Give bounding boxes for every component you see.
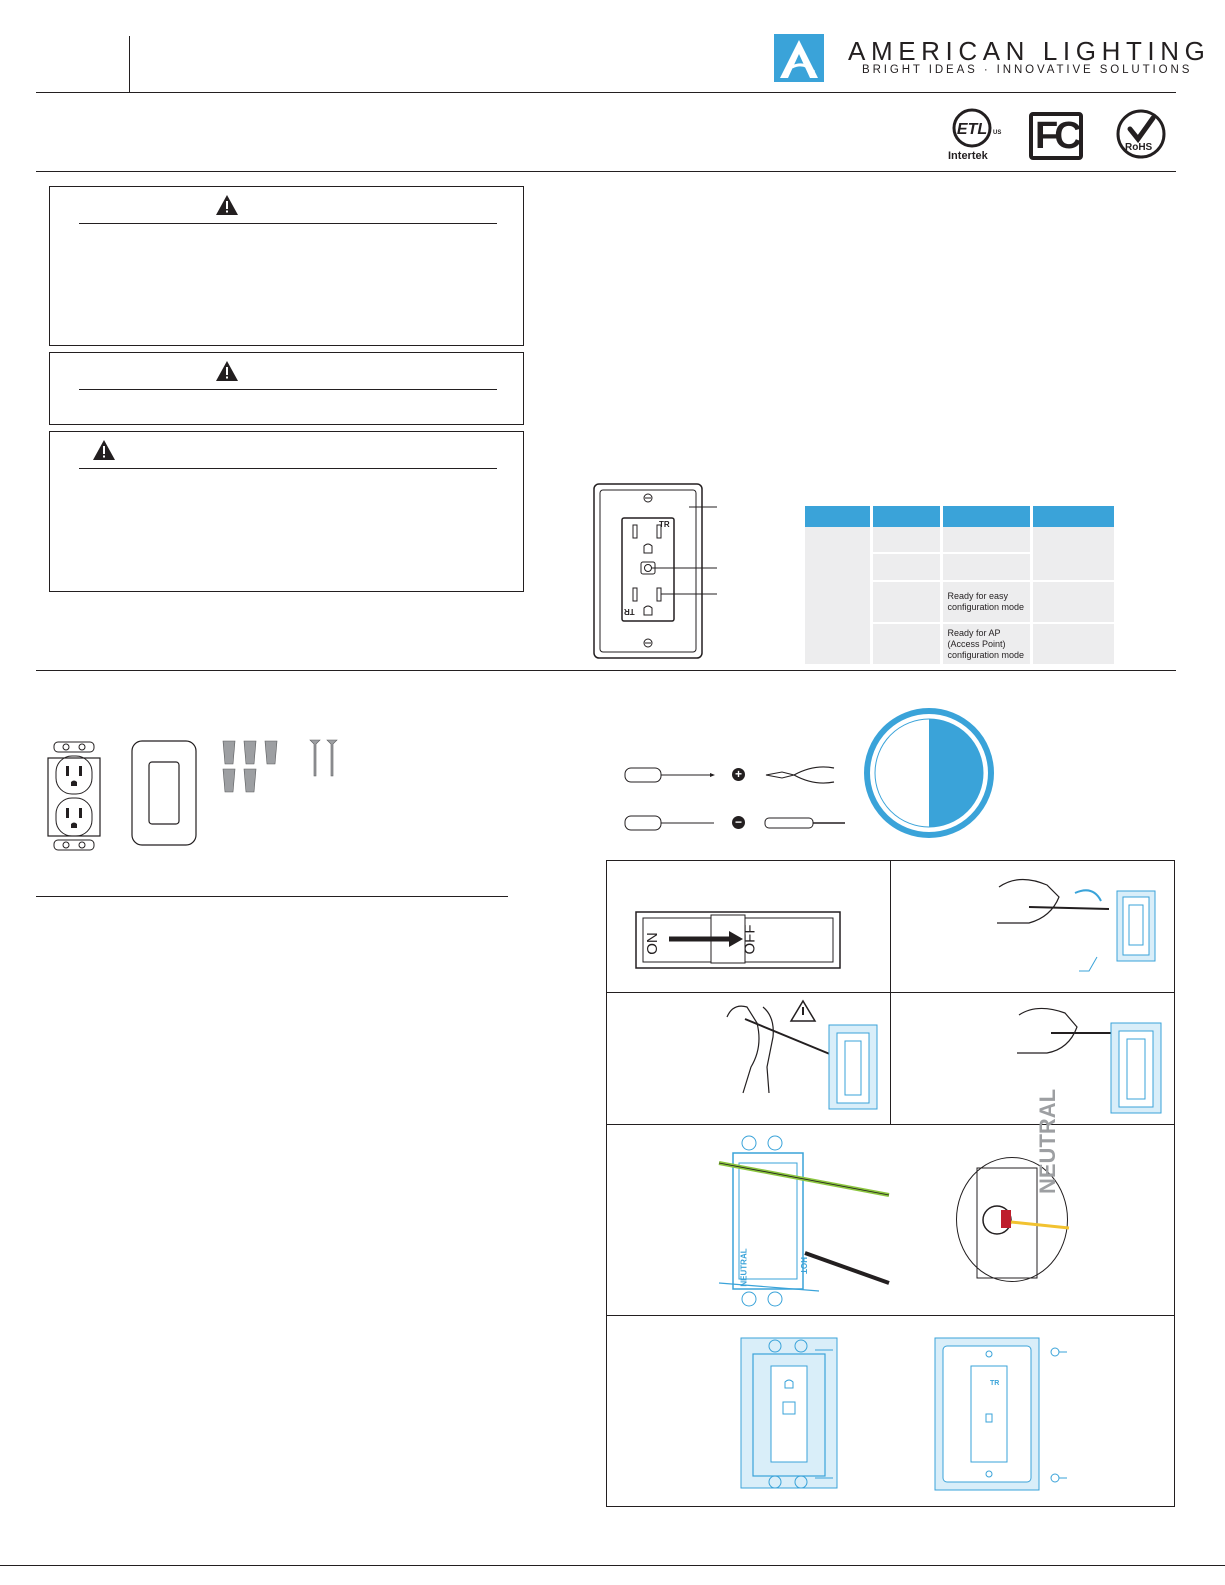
step-panel-3-test-voltage	[606, 992, 891, 1125]
outlet-plate-icon	[593, 483, 703, 659]
header-divider	[129, 36, 130, 93]
tr-label-bottom: TR	[624, 607, 635, 616]
wire-nuts-icon-2	[220, 766, 262, 800]
hand-screwdriver-icon	[989, 867, 1169, 987]
screws-icon	[307, 738, 343, 778]
wall-plate-icon	[131, 740, 197, 846]
install-plate-icon	[931, 1332, 1091, 1498]
phillips-screwdriver-icon	[624, 766, 716, 784]
voltage-tester-icon	[764, 815, 846, 831]
intertek-label: Intertek	[948, 150, 988, 162]
etl-certification	[948, 108, 1008, 168]
warning-triangle-icon	[215, 194, 239, 216]
tr-label-top: TR	[659, 520, 670, 529]
step-panel-2-remove-plate	[890, 860, 1175, 993]
neutral-zoom-label: NEUTRAL	[1035, 1088, 1060, 1194]
wiring-zoom-detail	[956, 1088, 1068, 1282]
step-panel-6-install	[606, 1315, 1175, 1507]
install-outlet-icon	[735, 1332, 845, 1498]
brand-tagline: BRIGHT IDEAS · INNOVATIVE SOLUTIONS	[862, 64, 1193, 76]
minus-icon: −	[732, 816, 745, 829]
fcc-logo-icon	[1029, 112, 1083, 160]
voltage-test-icon	[717, 997, 887, 1119]
warning-box-2	[49, 352, 524, 425]
brand-logo-icon	[774, 34, 824, 82]
breaker-on-label: ON	[643, 932, 661, 955]
header-rule	[36, 92, 1176, 93]
warning-triangle-icon	[92, 439, 116, 461]
flathead-screwdriver-icon	[624, 814, 716, 832]
breaker-off-label: OFF	[741, 924, 759, 955]
section-rule-middle	[36, 670, 1176, 671]
warning-box-1	[49, 186, 524, 346]
breaker-switch-icon	[635, 911, 841, 969]
led-status-table	[805, 506, 1114, 666]
led-status-easy-config: Ready for easy configuration mode	[941, 581, 1031, 623]
section-rule-left	[36, 896, 508, 897]
plus-icon: +	[732, 768, 745, 781]
neutral-terminal-label: NEUTRAL	[739, 1248, 749, 1287]
rohs-certification	[1116, 109, 1166, 159]
svg-text:ETL: ETL	[956, 121, 988, 138]
install-tr-label: TR	[990, 1380, 1000, 1387]
outlet-front-diagram	[593, 483, 703, 659]
warning-triangle-icon	[215, 360, 239, 382]
rohs-label: RoHS	[1125, 142, 1153, 153]
warning-box-3	[49, 431, 524, 592]
step-panel-1-breaker	[606, 860, 891, 993]
etl-logo-icon	[952, 108, 992, 148]
outlet-receptacle-icon	[44, 738, 104, 854]
brand-name: AMERICAN LIGHTING	[848, 36, 1211, 66]
step-panel-5-wiring	[606, 1088, 1175, 1316]
led-table-header	[805, 506, 1114, 527]
etl-us-label: US	[993, 130, 1002, 136]
pliers-icon	[764, 762, 836, 788]
step-panel-4-remove-outlet	[890, 992, 1175, 1125]
fcc-label: FC	[1035, 115, 1078, 157]
table-row	[805, 527, 1114, 553]
led-status-ap-config: Ready for AP (Access Point) configuration mode	[941, 623, 1031, 665]
hot-terminal-label: HOT	[798, 1257, 808, 1274]
time-estimate-icon	[862, 706, 996, 840]
footer-rule	[0, 1565, 1225, 1566]
section-rule-top	[36, 171, 1176, 172]
